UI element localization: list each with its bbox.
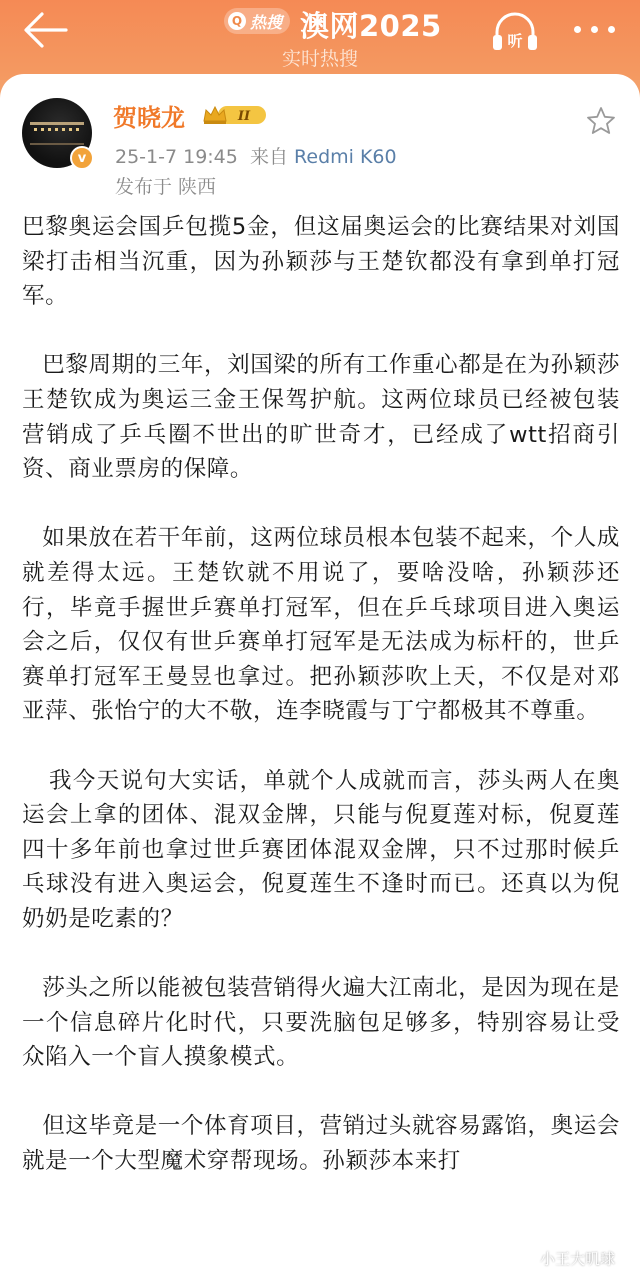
post-date: 25-1-7 19:45 bbox=[115, 146, 238, 168]
post-card bbox=[0, 74, 640, 1275]
listen-button[interactable] bbox=[489, 8, 541, 54]
more-button[interactable] bbox=[570, 10, 620, 50]
hot-search-icon: Q bbox=[228, 12, 246, 30]
listen-label: 听 bbox=[507, 32, 523, 50]
headphones-icon bbox=[489, 8, 541, 54]
topic-title: 澳网2025 bbox=[300, 9, 442, 43]
topic-subtitle: 实时热搜 bbox=[281, 48, 358, 70]
post-body bbox=[22, 210, 620, 1213]
source-prefix: 来自 bbox=[249, 146, 288, 168]
paragraph-3: 如果放在若干年前，这两位球员根本包装不起来，个人成就差得太远。王楚钦就不用说了，要啥没啥，孙颖莎还行，毕竟手握世乒赛单打冠军，但在乒乓球项目进入奥运会之后，仅仅有世乒赛单打冠军是无法成为标杆的，世乒赛单打冠军王曼昱也拿过。把孙颖莎吹上天，不仅是对邓亚萍、张怡宁的大不敬，连李晓霞与丁宁都极其不尊重。 bbox=[22, 525, 620, 725]
device-link[interactable]: Redmi K60 bbox=[294, 146, 397, 168]
post-meta bbox=[115, 142, 397, 169]
verified-icon: v bbox=[70, 146, 94, 170]
top-bar bbox=[0, 0, 640, 80]
level-badge[interactable] bbox=[202, 104, 268, 126]
paragraph-6: 但这毕竟是一个体育项目，营销过头就容易露馅，奥运会就是一个大型魔术穿帮现场。孙颖莎本来打 bbox=[22, 1113, 620, 1175]
level-text: II bbox=[237, 109, 251, 124]
hot-search-label: 热搜 bbox=[250, 12, 283, 32]
star-icon bbox=[585, 105, 617, 137]
username[interactable]: 贺晓龙 bbox=[113, 104, 185, 132]
paragraph-5: 莎头之所以能被包装营销得火遍大江南北，是因为现在是一个信息碎片化时代，只要洗脑包足够多，特别容易让受众陷入一个盲人摸象模式。 bbox=[22, 975, 620, 1071]
watermark: 小王大叽球 bbox=[540, 1250, 616, 1268]
paragraph-4: 我今天说句大实话，单就个人成就而言，莎头两人在奥运会上拿的团体、混双金牌，只能与倪夏莲对标，倪夏莲四十多年前也拿过世乒赛团体混双金牌，只不过那时候乒乓球没有进入奥运会，倪夏莲生不逢时而已。还真以为倪奶奶是吃素的？ bbox=[22, 767, 620, 932]
paragraph-2: 巴黎周期的三年，刘国梁的所有工作重心都是在为孙颖莎王楚钦成为奥运三金王保驾护航。这两位球员已经被包装营销成了乒乓圈不世出的旷世奇才，已经成了wtt招商引资、商业票房的保障。 bbox=[22, 352, 620, 483]
favorite-button[interactable] bbox=[585, 105, 617, 137]
post-location: 发布于 陕西 bbox=[115, 176, 217, 198]
hot-search-badge[interactable] bbox=[224, 8, 290, 34]
paragraph-1: 巴黎奥运会国乒包揽5金，但这届奥运会的比赛结果对刘国梁打击相当沉重，因为孙颖莎与王楚钦都没有拿到单打冠军。 bbox=[22, 214, 620, 310]
